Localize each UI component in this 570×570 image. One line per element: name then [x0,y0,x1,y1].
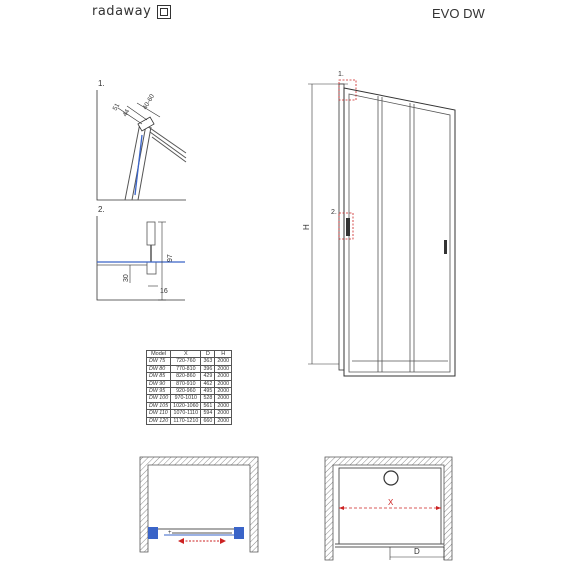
cell-model: DW 100 [147,395,171,402]
cell-model: DW 120 [147,417,171,424]
plan-x-label: X [388,498,394,507]
table-row [147,358,232,365]
height-label: H [302,224,311,230]
cell-d: 396 [201,365,215,372]
table-row [147,417,232,424]
cell-h: 2000 [215,373,232,380]
arrow-right-icon [220,538,226,544]
plan-view-dimensions [325,457,452,560]
cell-d: 561 [201,402,215,409]
detail-2-label: 2. [98,205,105,214]
cell-h: 2000 [215,417,232,424]
cell-h: 2000 [215,395,232,402]
table-row [147,410,232,417]
cell-d: 594 [201,410,215,417]
cell-d: 363 [201,358,215,365]
cell-model: DW 105 [147,402,171,409]
cell-model: DW 110 [147,410,171,417]
table-row [147,402,232,409]
plan-view-opening [140,457,258,552]
cell-x: 970-1010 [171,395,201,402]
dim-16: 16 [160,288,168,295]
callout-2-label: 2. [331,209,337,216]
table-row [147,365,232,372]
cell-h: 2000 [215,365,232,372]
cell-d: 462 [201,380,215,387]
cell-model: DW 85 [147,373,171,380]
table-row [147,388,232,395]
cell-x: 920-960 [171,388,201,395]
dim-51: 51 [111,102,122,112]
detail-1-label: 1. [98,79,105,88]
cell-h: 2000 [215,410,232,417]
table-row [147,380,232,387]
detail-2 [97,216,185,300]
cell-model: DW 80 [147,365,171,372]
front-view [302,80,455,376]
header-h: H [215,351,232,358]
spec-table [146,350,232,425]
cell-h: 2000 [215,402,232,409]
cell-model: DW 95 [147,388,171,395]
detail-1 [97,90,186,200]
cell-d: 429 [201,373,215,380]
header-d: D [201,351,215,358]
cell-x: 770-810 [171,365,201,372]
cell-d: 495 [201,388,215,395]
cell-model: DW 75 [147,358,171,365]
cell-h: 2000 [215,358,232,365]
drain-icon [384,471,398,485]
dim-97: 97 [167,254,174,262]
cell-h: 2000 [215,380,232,387]
dim-30: 30 [123,274,130,282]
dim-44: 44 [121,108,132,118]
svg-text:+: + [168,530,172,536]
header-model: Model [147,351,171,358]
door-handle-icon [346,218,350,236]
cell-x: 1070-1110 [171,410,201,417]
header-x: X [171,351,201,358]
callout-1-label: 1. [338,71,344,78]
cell-x: 1170-1210 [171,417,201,424]
cell-d: 528 [201,395,215,402]
cell-x: 720-760 [171,358,201,365]
dim-40-60: 40-60 [141,93,157,111]
table-row [147,373,232,380]
spec-table-header [147,351,232,358]
brand-name: radaway [92,4,152,19]
cell-x: 820-860 [171,373,201,380]
table-row [147,395,232,402]
cell-d: 660 [201,417,215,424]
cell-x: 870-910 [171,380,201,387]
cell-h: 2000 [215,388,232,395]
arrow-left-icon [178,538,184,544]
model-title: EVO DW [432,6,485,21]
cell-model: DW 90 [147,380,171,387]
plan-d-label: D [414,547,420,556]
cell-x: 1020-1060 [171,402,201,409]
